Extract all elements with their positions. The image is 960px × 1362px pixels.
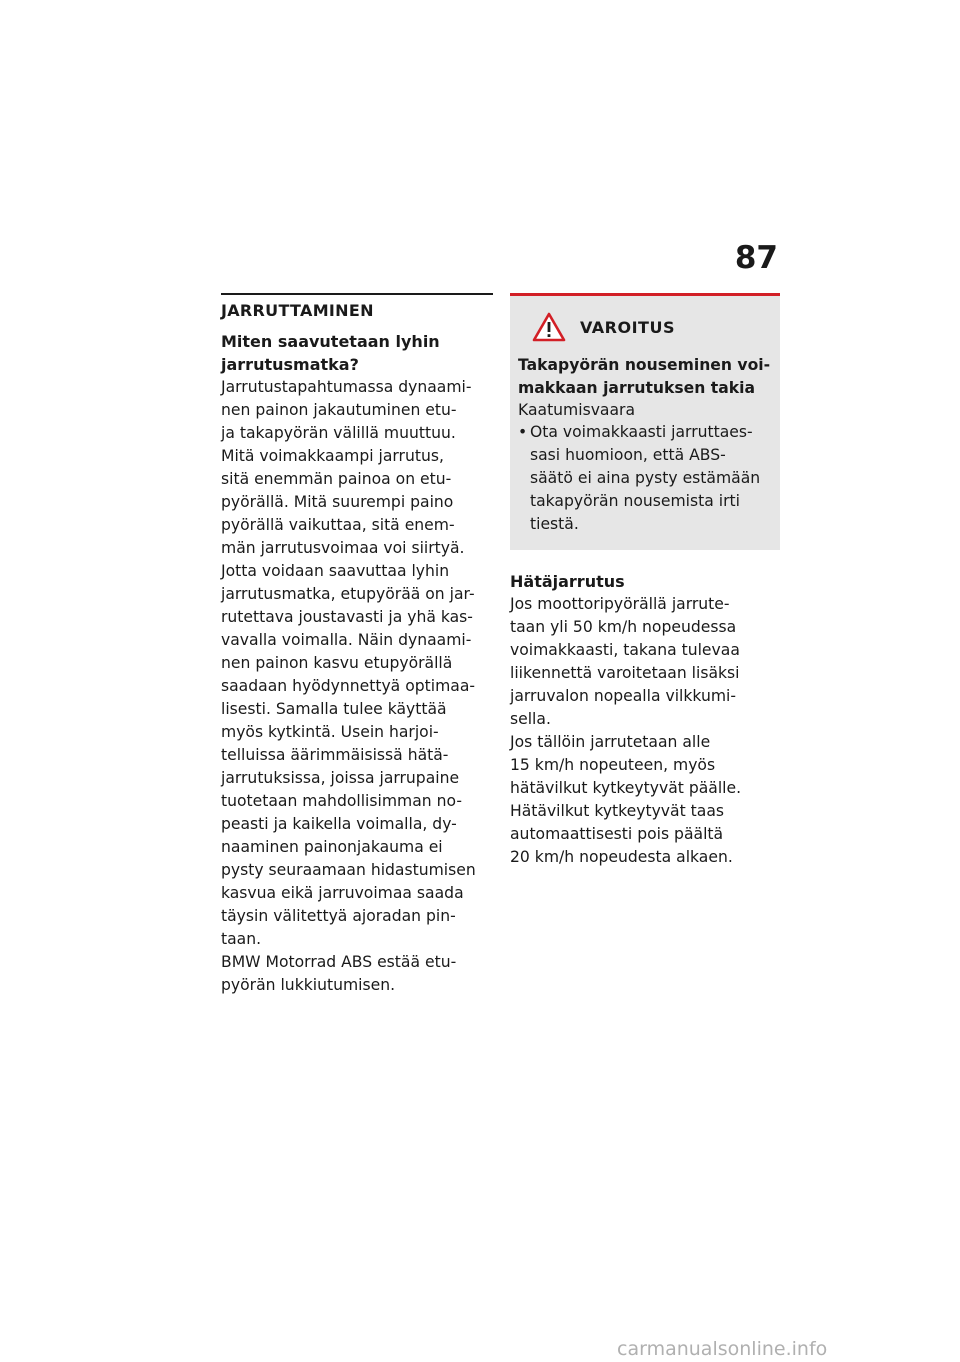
warning-bullet	[518, 421, 772, 536]
warning-triangle-icon	[532, 312, 566, 342]
section-subheading: Miten saavutetaan lyhin jarrutusmatka?	[221, 332, 440, 374]
warning-subheading: Takapyörän nouseminen voi- makkaan jarrutuksen takia	[518, 356, 771, 397]
section-body: Jarrutustapahtumassa dynaami- nen painon jakautuminen etu- ja takapyörän välillä muuttuu. Mitä voimakkaampi jarrutus, sitä enemmän painoa on etu- pyörällä. Mitä suurempi paino pyörällä vaikuttaa, sitä enem- män jarrutusvoimaa voi siirtyä. Jotta voidaan saavuttaa lyhin jarrutusmatka, etupyörää on jar- rutettava joustavasti ja yhä kas- vavalla voimalla. Näin dynaami- nen painon kasvu etupyörällä saadaan hyödynnettyä optimaa- lisesti. Samalla tulee käyttää myös kytkintä. Usein harjoi- telluissa äärimmäisissä hätä- jarrutuksissa, joissa jarrupaine tuotetaan mahdollisimman no- peasti ja kaikella voimalla, dy- naaminen painonjakauma ei pysty seuraamaan hidastumisen kasvua eikä jarruvoimaa saada täysin välitettyä ajoradan pin- taan.	[221, 378, 476, 948]
warning-title: VAROITUS	[580, 317, 675, 337]
emergency-title: Hätäjarrutus	[510, 572, 625, 591]
right-column	[510, 293, 780, 869]
warning-header	[532, 312, 772, 342]
warning-bullet-text: Ota voimakkaasti jarruttaes- sasi huomioon, että ABS- säätö ei aina pysty estämään takapyörän nousemista irti tiestä.	[530, 423, 761, 533]
emergency-paragraph-2: Jos tällöin jarrutetaan alle 15 km/h nopeuteen, myös hätävilkut kytkeytyvät päälle. Hätävilkut kytkeytyvät taas automaattisesti pois päältä 20 km/h nopeudesta alkaen.	[510, 733, 742, 866]
page-number: 87	[734, 240, 778, 276]
warning-hazard: Kaatumisvaara	[518, 401, 636, 419]
left-column	[221, 293, 493, 997]
watermark: carmanualsonline.info	[617, 1338, 828, 1360]
section-title: JARRUTTAMINEN	[221, 301, 374, 320]
emergency-paragraph-1: Jos moottoripyörällä jarrute- taan yli 50 km/h nopeudessa voimakkaasti, takana tulevaa liikennettä varoitetaan lisäksi jarruvalon nopealla vilkkumi- sella.	[510, 595, 740, 728]
warning-box	[510, 293, 780, 550]
bullet-marker: •	[518, 423, 528, 441]
section-rule	[221, 293, 493, 295]
section-body-abs: BMW Motorrad ABS estää etu- pyörän lukkiutumisen.	[221, 953, 457, 994]
